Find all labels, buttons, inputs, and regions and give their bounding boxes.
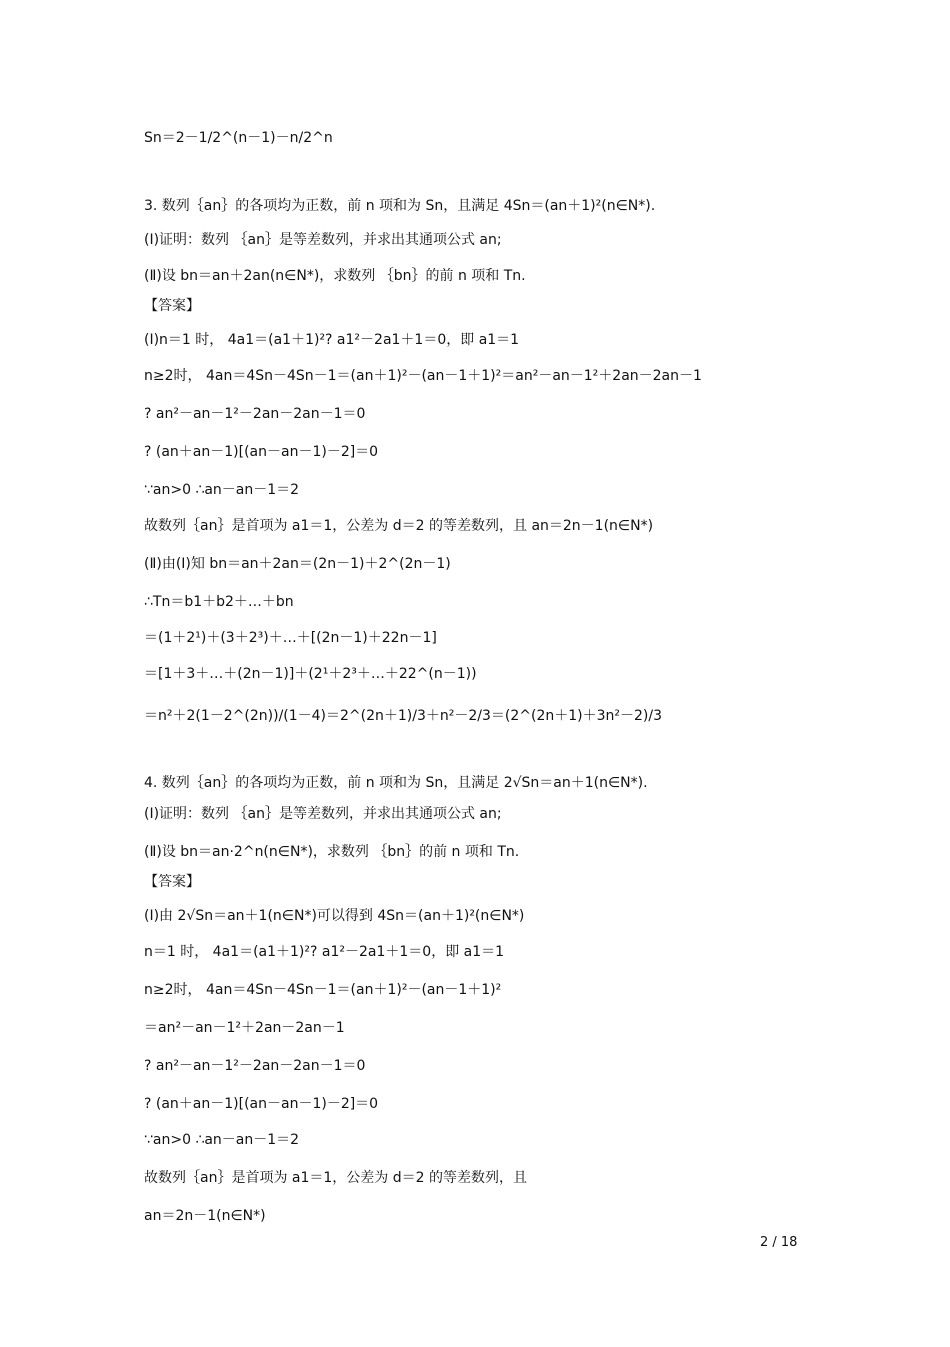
solution-line: n≥2时， 4an＝4Sn－4Sn－1＝(an＋1)²－(an－1＋1)² <box>144 982 502 998</box>
answer-heading: 【答案】 <box>144 874 200 890</box>
answer-heading: 【答案】 <box>144 298 200 314</box>
solution-line: 故数列｛an｝是首项为 a1＝1，公差为 d＝2 的等差数列，且 <box>144 1170 527 1186</box>
problem-3-part-1: (Ⅰ)证明：数列 ｛an｝是等差数列，并求出其通项公式 an; <box>144 232 502 248</box>
solution-line: ? (an＋an－1)[(an－an－1)－2]＝0 <box>144 1096 379 1112</box>
solution-line: ? (an＋an－1)[(an－an－1)－2]＝0 <box>144 444 379 460</box>
solution-line: n≥2时， 4an＝4Sn－4Sn－1＝(an＋1)²－(an－1＋1)²＝an²－an－1²＋2an－2an－1 <box>144 368 702 384</box>
solution-line: n＝1 时， 4a1＝(a1＋1)²? a1²－2a1＋1＝0，即 a1＝1 <box>144 944 505 960</box>
solution-line: (Ⅰ)n＝1 时， 4a1＝(a1＋1)²? a1²－2a1＋1＝0，即 a1＝1 <box>144 332 520 348</box>
solution-line: ＝(1＋2¹)＋(3＋2³)＋…＋[(2n－1)＋22n－1] <box>144 630 437 646</box>
solution-line: ? an²－an－1²－2an－2an－1＝0 <box>144 1058 366 1074</box>
solution-line: ∵an>0 ∴an－an－1＝2 <box>144 482 300 498</box>
solution-line: ∴Tn＝b1＋b2＋…＋bn <box>144 594 294 610</box>
solution-line: an＝2n－1(n∈N*) <box>144 1208 266 1224</box>
solution-line: (Ⅱ)由(Ⅰ)知 bn＝an＋2an＝(2n－1)＋2^(2n－1) <box>144 556 451 572</box>
problem-4-part-1: (Ⅰ)证明：数列 ｛an｝是等差数列，并求出其通项公式 an; <box>144 806 502 822</box>
problem-4-statement: 4. 数列｛an｝的各项均为正数，前 n 项和为 Sn，且满足 2√Sn＝an＋1(n∈N*). <box>144 775 648 791</box>
problem-3-statement: 3. 数列｛an｝的各项均为正数，前 n 项和为 Sn，且满足 4Sn＝(an＋1)²(n∈N*). <box>144 198 656 214</box>
solution-line: ＝an²－an－1²＋2an－2an－1 <box>144 1020 345 1036</box>
problem-3-part-2: (Ⅱ)设 bn＝an＋2an(n∈N*)，求数列 ｛bn｝的前 n 项和 Tn. <box>144 268 526 284</box>
solution-line: ? an²－an－1²－2an－2an－1＝0 <box>144 406 366 422</box>
solution-line: ＝n²＋2(1－2^(2n))/(1－4)＝2^(2n＋1)/3＋n²－2/3＝(2^(2n＋1)＋3n²－2)/3 <box>144 708 663 724</box>
solution-line: 故数列｛an｝是首项为 a1＝1，公差为 d＝2 的等差数列，且 an＝2n－1(n∈N*) <box>144 518 654 534</box>
problem-4-part-2: (Ⅱ)设 bn＝an·2^n(n∈N*)，求数列 ｛bn｝的前 n 项和 Tn. <box>144 844 520 860</box>
page-number: 2 / 18 <box>760 1235 798 1250</box>
solution-line: ∵an>0 ∴an－an－1＝2 <box>144 1132 300 1148</box>
solution-line: ＝[1＋3＋…＋(2n－1)]＋(2¹＋2³＋…＋22^(n－1)) <box>144 666 477 682</box>
solution-line: (Ⅰ)由 2√Sn＝an＋1(n∈N*)可以得到 4Sn＝(an＋1)²(n∈N*) <box>144 908 525 924</box>
formula-line: Sn＝2－1/2^(n－1)－n/2^n <box>144 130 333 146</box>
